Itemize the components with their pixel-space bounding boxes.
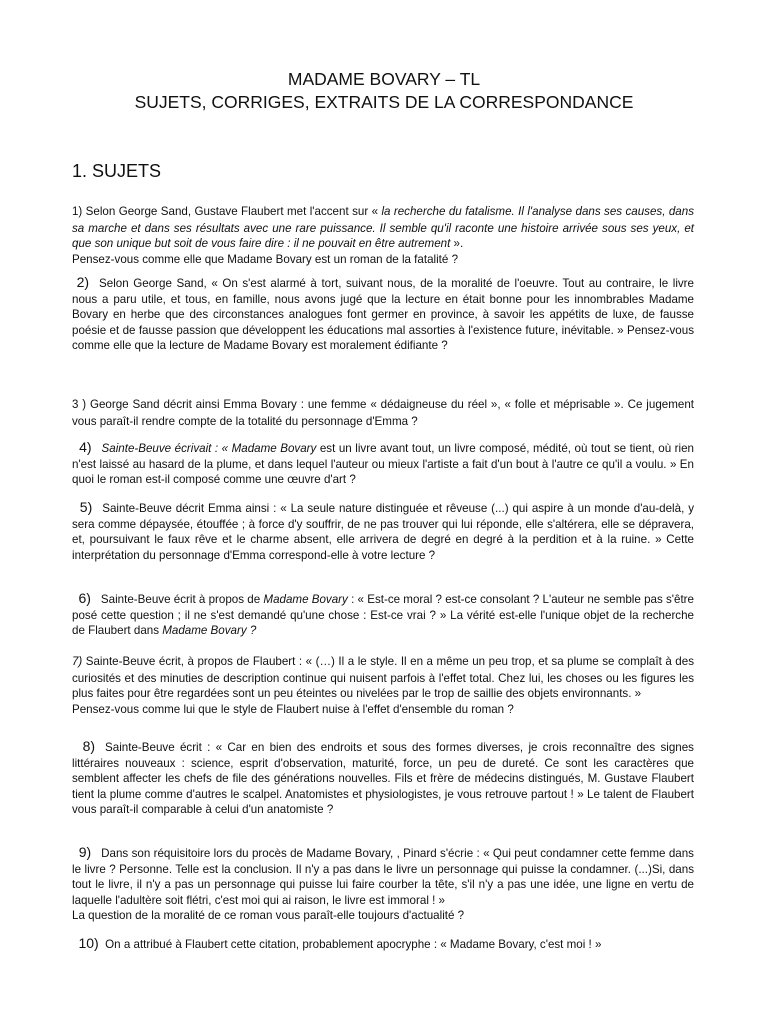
- question-text-2: : « Est-ce moral ? est-ce consolant ? L'auteur ne semble pas s'être posé cette question ; il ne s'est demandé qu'une chose : Est-ce vrai ? » La vérité est-elle l'unique objet de la recherche de Flaubert dans: [72, 593, 694, 638]
- question-prompt: Pensez-vous comme elle que Madame Bovary est un roman de la fatalité ?: [72, 252, 459, 266]
- question-7: [72, 654, 694, 717]
- question-prompt: La question de la moralité de ce roman vous paraît-elle toujours d'actualité ?: [72, 909, 465, 923]
- question-prompt: Pensez-vous comme lui que le style de Flaubert nuise à l'effet d'ensemble du roman ?: [72, 702, 514, 716]
- question-8: [72, 739, 694, 818]
- title-line-1: MADAME BOVARY – TL: [287, 69, 481, 89]
- question-number: 8): [82, 738, 96, 754]
- question-number: 10): [78, 935, 99, 951]
- question-number: 3 ): [72, 399, 87, 411]
- title-italic-2: Madame Bovary ?: [162, 624, 257, 638]
- question-6: [72, 591, 694, 639]
- question-text: Sainte-Beuve écrit, à propos de Flaubert : « (…) Il a le style. Il en a même un peu trop, et sa plume se complaît à des curiosités et des minuties de description continue qui nuisent parfois à l'effet total. Chez lui, les choses ou les figures les plus faites pour être regardées sont un peu éteintes ou nivelées par le trop de saillie des objets environnants. »: [72, 655, 694, 701]
- question-text: Dans son réquisitoire lors du procès de Madame Bovary, , Pinard s'écrie : « Qui peut condamner cette femme dans le livre ? Personne. Telle est la conclusion. Il n'y a pas dans le livre un personnage qui puisse la condamner. (...)Si, dans tout le livre, il n'y a pas un personnage qui puisse lui faire courber la tête, s'il n'y a pas une idée, une ligne en vertu de laquelle l'adultère soit flétri, c'est moi qui ai raison, le livre est immoral ! »: [72, 847, 694, 907]
- question-2: [72, 275, 694, 354]
- question-10: [72, 936, 694, 953]
- question-text: Selon George Sand, « On s'est alarmé à tort, suivant nous, de la moralité de l'oeuvre. Tout au contraire, le livre nous a paru utile, et tous, en famille, nous avons jugé que la lecture en était bonne pour les innombrables Madame Bovary en herbe que des circonstances analogues font germer en province, à savoir les appétits de luxe, de fausse poésie et de fausse passion que développent les éducations mal assorties à l'existence future, inévitable. » Pensez-vous comme elle que la lecture de Madame Bovary est moralement édifiante ?: [72, 277, 694, 353]
- question-text: est un livre avant tout, un livre composé, médité, où tout se tient, où rien n'est laissé au hasard de la plume, et dans lequel l'auteur ou mieux l'artiste a fait d'un bout à l'autre ce qu'il a voulu. » En quoi le roman est-il composé comme une œuvre d'art ?: [72, 442, 695, 487]
- question-number: 6): [78, 590, 91, 606]
- question-number: 1): [72, 206, 83, 218]
- question-text: Selon George Sand, Gustave Flaubert met l'accent sur «: [82, 205, 382, 218]
- question-1: [72, 204, 694, 267]
- document-title: [0, 68, 768, 114]
- question-number: 9): [78, 844, 92, 860]
- question-number: 5): [79, 499, 93, 515]
- quote-italic: Sainte-Beuve écrivait : « Madame Bovary: [101, 442, 317, 455]
- title-line-2: SUJETS, CORRIGES, EXTRAITS DE LA CORRESPONDANCE: [134, 92, 634, 112]
- question-text: George Sand décrit ainsi Emma Bovary : une femme « dédaigneuse du réel », « folle et méprisable ». Ce jugement vous paraît-il rendre compte de la totalité du personnage d'Emma ?: [72, 398, 694, 428]
- question-9: [72, 845, 694, 924]
- title-italic: Madame Bovary: [263, 593, 348, 606]
- quote-italic: la recherche du fatalisme. Il l'analyse dans ses causes, dans sa marche et dans ses résultats avec une rare puissance. Il semble qu'il raconte une histoire arrivée sous ses yeux, et que son unique but soit de vous faire dire : il ne pouvait en être autrement: [72, 205, 694, 251]
- question-text: On a attribué à Flaubert cette citation, probablement apocryphe : « Madame Bovary, c'est moi ! »: [105, 938, 602, 951]
- question-number: 7): [72, 656, 83, 668]
- question-text: Sainte-Beuve décrit Emma ainsi : « La seule nature distinguée et rêveuse (...) qui aspire à un monde d'au-delà, y sera comme dépaysée, étouffée ; à force d'y souffrir, de ne pas trouver qui lui réponde, elle s'altérera, elle se dépravera, et, poursuivant le faux rêve et le charme absent, elle arrivera de degré en degré à la perdition et à la ruine. » Cette interprétation du personnage d'Emma correspond-elle à votre lecture ?: [72, 502, 694, 562]
- question-3: [72, 397, 694, 429]
- question-number: 4): [79, 439, 92, 455]
- question-4: [72, 440, 694, 488]
- question-text: Sainte-Beuve écrit : « Car en bien des endroits et sous des formes diverses, je crois reconnaître des signes littéraires nouveaux : science, esprit d'observation, maturité, force, un peu de dureté. Ce sont les caractères que semblent affecter les chefs de file des générations nouvelles. Fils et frère de médecins distingués, M. Gustave Flaubert tient la plume comme d'autres le scalpel. Anatomistes et physiologistes, je vous retrouve partout ! » Le talent de Flaubert vous paraît-il comparable à celui d'un anatomiste ?: [72, 741, 694, 817]
- section-heading: 1. SUJETS: [72, 161, 162, 181]
- question-number: 2): [76, 274, 90, 290]
- question-text-end: ».: [450, 237, 464, 251]
- question-text: Sainte-Beuve écrit à propos de: [100, 593, 264, 606]
- question-5: [72, 500, 694, 563]
